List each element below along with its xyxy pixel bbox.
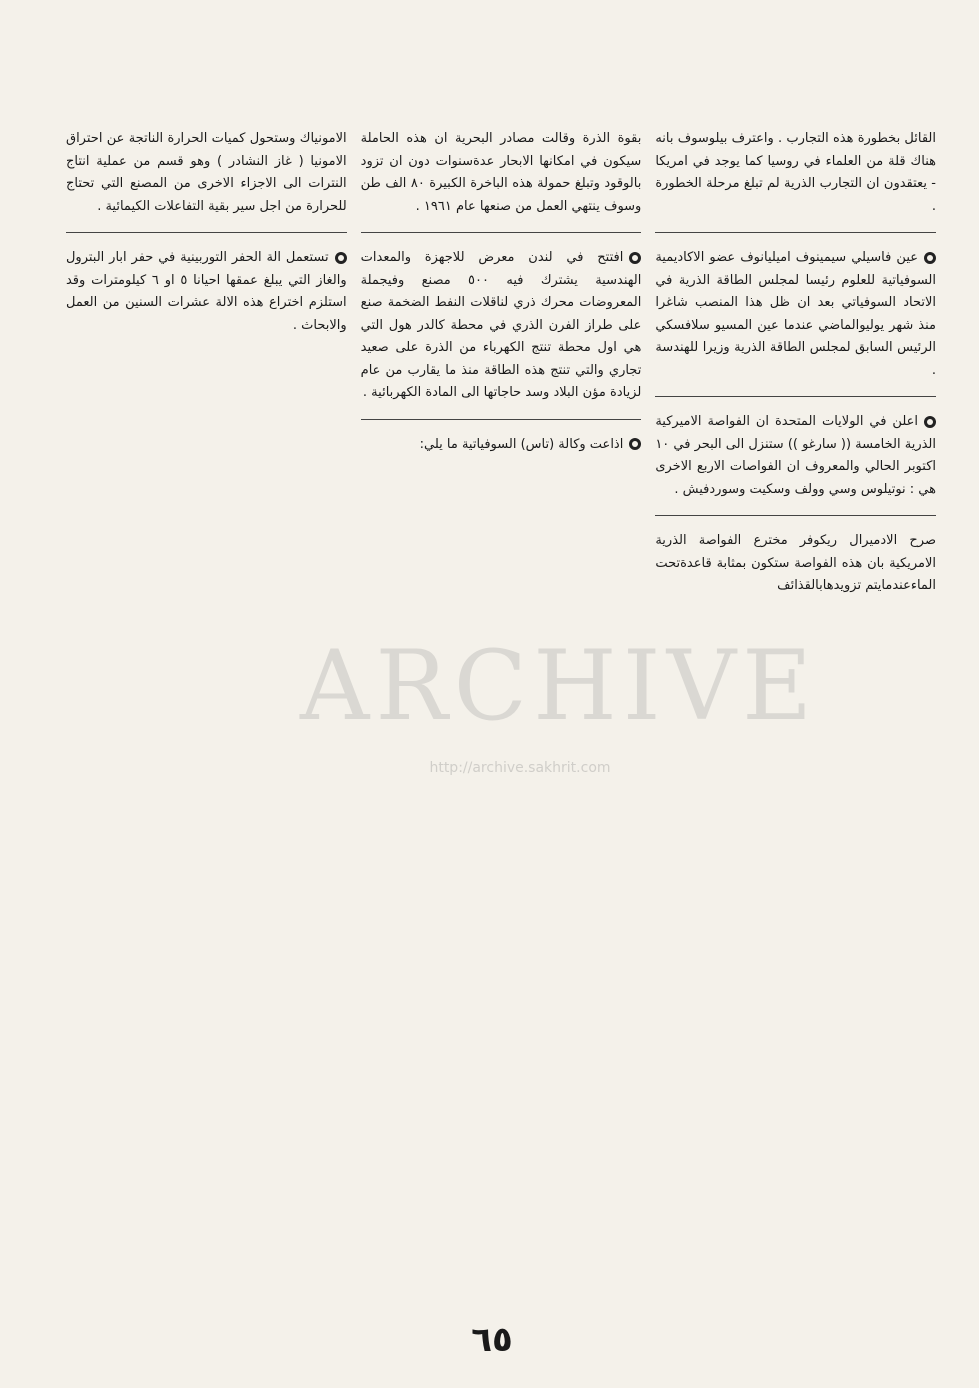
paragraph: عين فاسيلي سيمينوف اميليانوف عضو الاكاديمية السوفياتية للعلوم رئيسا لمجلس الطاقة الذرية في الاتحاد السوفياتي بعد ان ظل هذا المنصب شاغرا منذ شهر يوليوالماضي عندما عين المسيو سلافسكي الرئيس السابق لمجلس الطاقة الذرية وزيرا للهندسة .	[655, 250, 936, 378]
divider	[361, 419, 642, 420]
page-number: ٦٥	[471, 1320, 513, 1360]
paragraph: صرح الادميرال ريكوفر مخترع الفواصة الذرية الامريكية بان هذه الفواصة ستكون بمثابة قاعدةتحت الماءعندمايتم تزويدهابالقذائف	[655, 533, 936, 593]
bullet-icon	[924, 252, 936, 264]
divider	[655, 396, 936, 397]
paragraph: افتتح في لندن معرض للاجهزة والمعدات الهندسية يشترك فيه ٥٠٠ مصنع وفيجملة المعروضات محرك ذري لناقلات النفط الضخمة صنع على طراز الفرن الذري في محطة كالدر هول التي هي اول محطة تنتج الكهرباء من الذرة على صعيد تجاري والتي تنتج هذه الطاقة منذ ما يقارب من عام لزيادة مؤن البلاد وسد حاجاتها الى المادة الكهربائية .	[360, 250, 642, 400]
bullet-icon	[924, 416, 936, 428]
divider	[361, 232, 642, 233]
divider	[66, 232, 347, 233]
divider	[655, 232, 936, 233]
watermark-url: http://archive.sakhrit.com	[429, 760, 611, 776]
archive-watermark: ARCHIVE	[300, 630, 819, 742]
paragraph: اعلن في الولايات المتحدة ان الفواصة الاميركية الذرية الخامسة (( سارغو )) ستنزل الى البحر في ١٠ اكتوبر الحالي والمعروف ان الفواصات الاربع الاخرى هي : نوتيلوس وسي وولف وسكيت وسوردفيش .	[655, 414, 936, 497]
paragraph: الامونياك وستحول كميات الحرارة الناتجة عن احتراق الامونيا ( غاز النشادر ) وهو قسم من عملية انتاج النترات الى الاجزاء الاخرى من المصنع التي تحتاج للحرارة من اجل سير بقية التفاعلات الكيمائية .	[65, 131, 347, 214]
bullet-icon	[629, 438, 641, 450]
paragraph: تستعمل الة الحفر التوربينية في حفر ابار البترول والغاز التي يبلغ عمقها احيانا ٥ او ٦ كيلومترات وقد استلزم اختراع هذه الالة عشرات السنين من العمل والابحاث .	[65, 250, 347, 333]
divider	[655, 515, 936, 516]
bullet-icon	[335, 252, 347, 264]
bullet-icon	[629, 252, 641, 264]
paragraph: اذاعت وكالة (تاس) السوفياتية ما يلي:	[361, 434, 642, 457]
paragraph: القائل بخطورة هذه التجارب . واعترف بيلوسوف بانه هناك قلة من العلماء في روسيا كما يوجد في امريكا - يعتقدون ان التجارب الذرية لم تبلغ مرحلة الخطورة .	[655, 131, 936, 214]
paragraph: بقوة الذرة وقالت مصادر البحرية ان هذه الحاملة سيكون في امكانها الابحار عدةسنوات دون ان تزود بالوقود وتبلغ حمولة هذه الباخرة الكبيرة ٨٠ الف طن وسوف ينتهي العمل من صنعها عام ١٩٦١ .	[360, 131, 642, 214]
